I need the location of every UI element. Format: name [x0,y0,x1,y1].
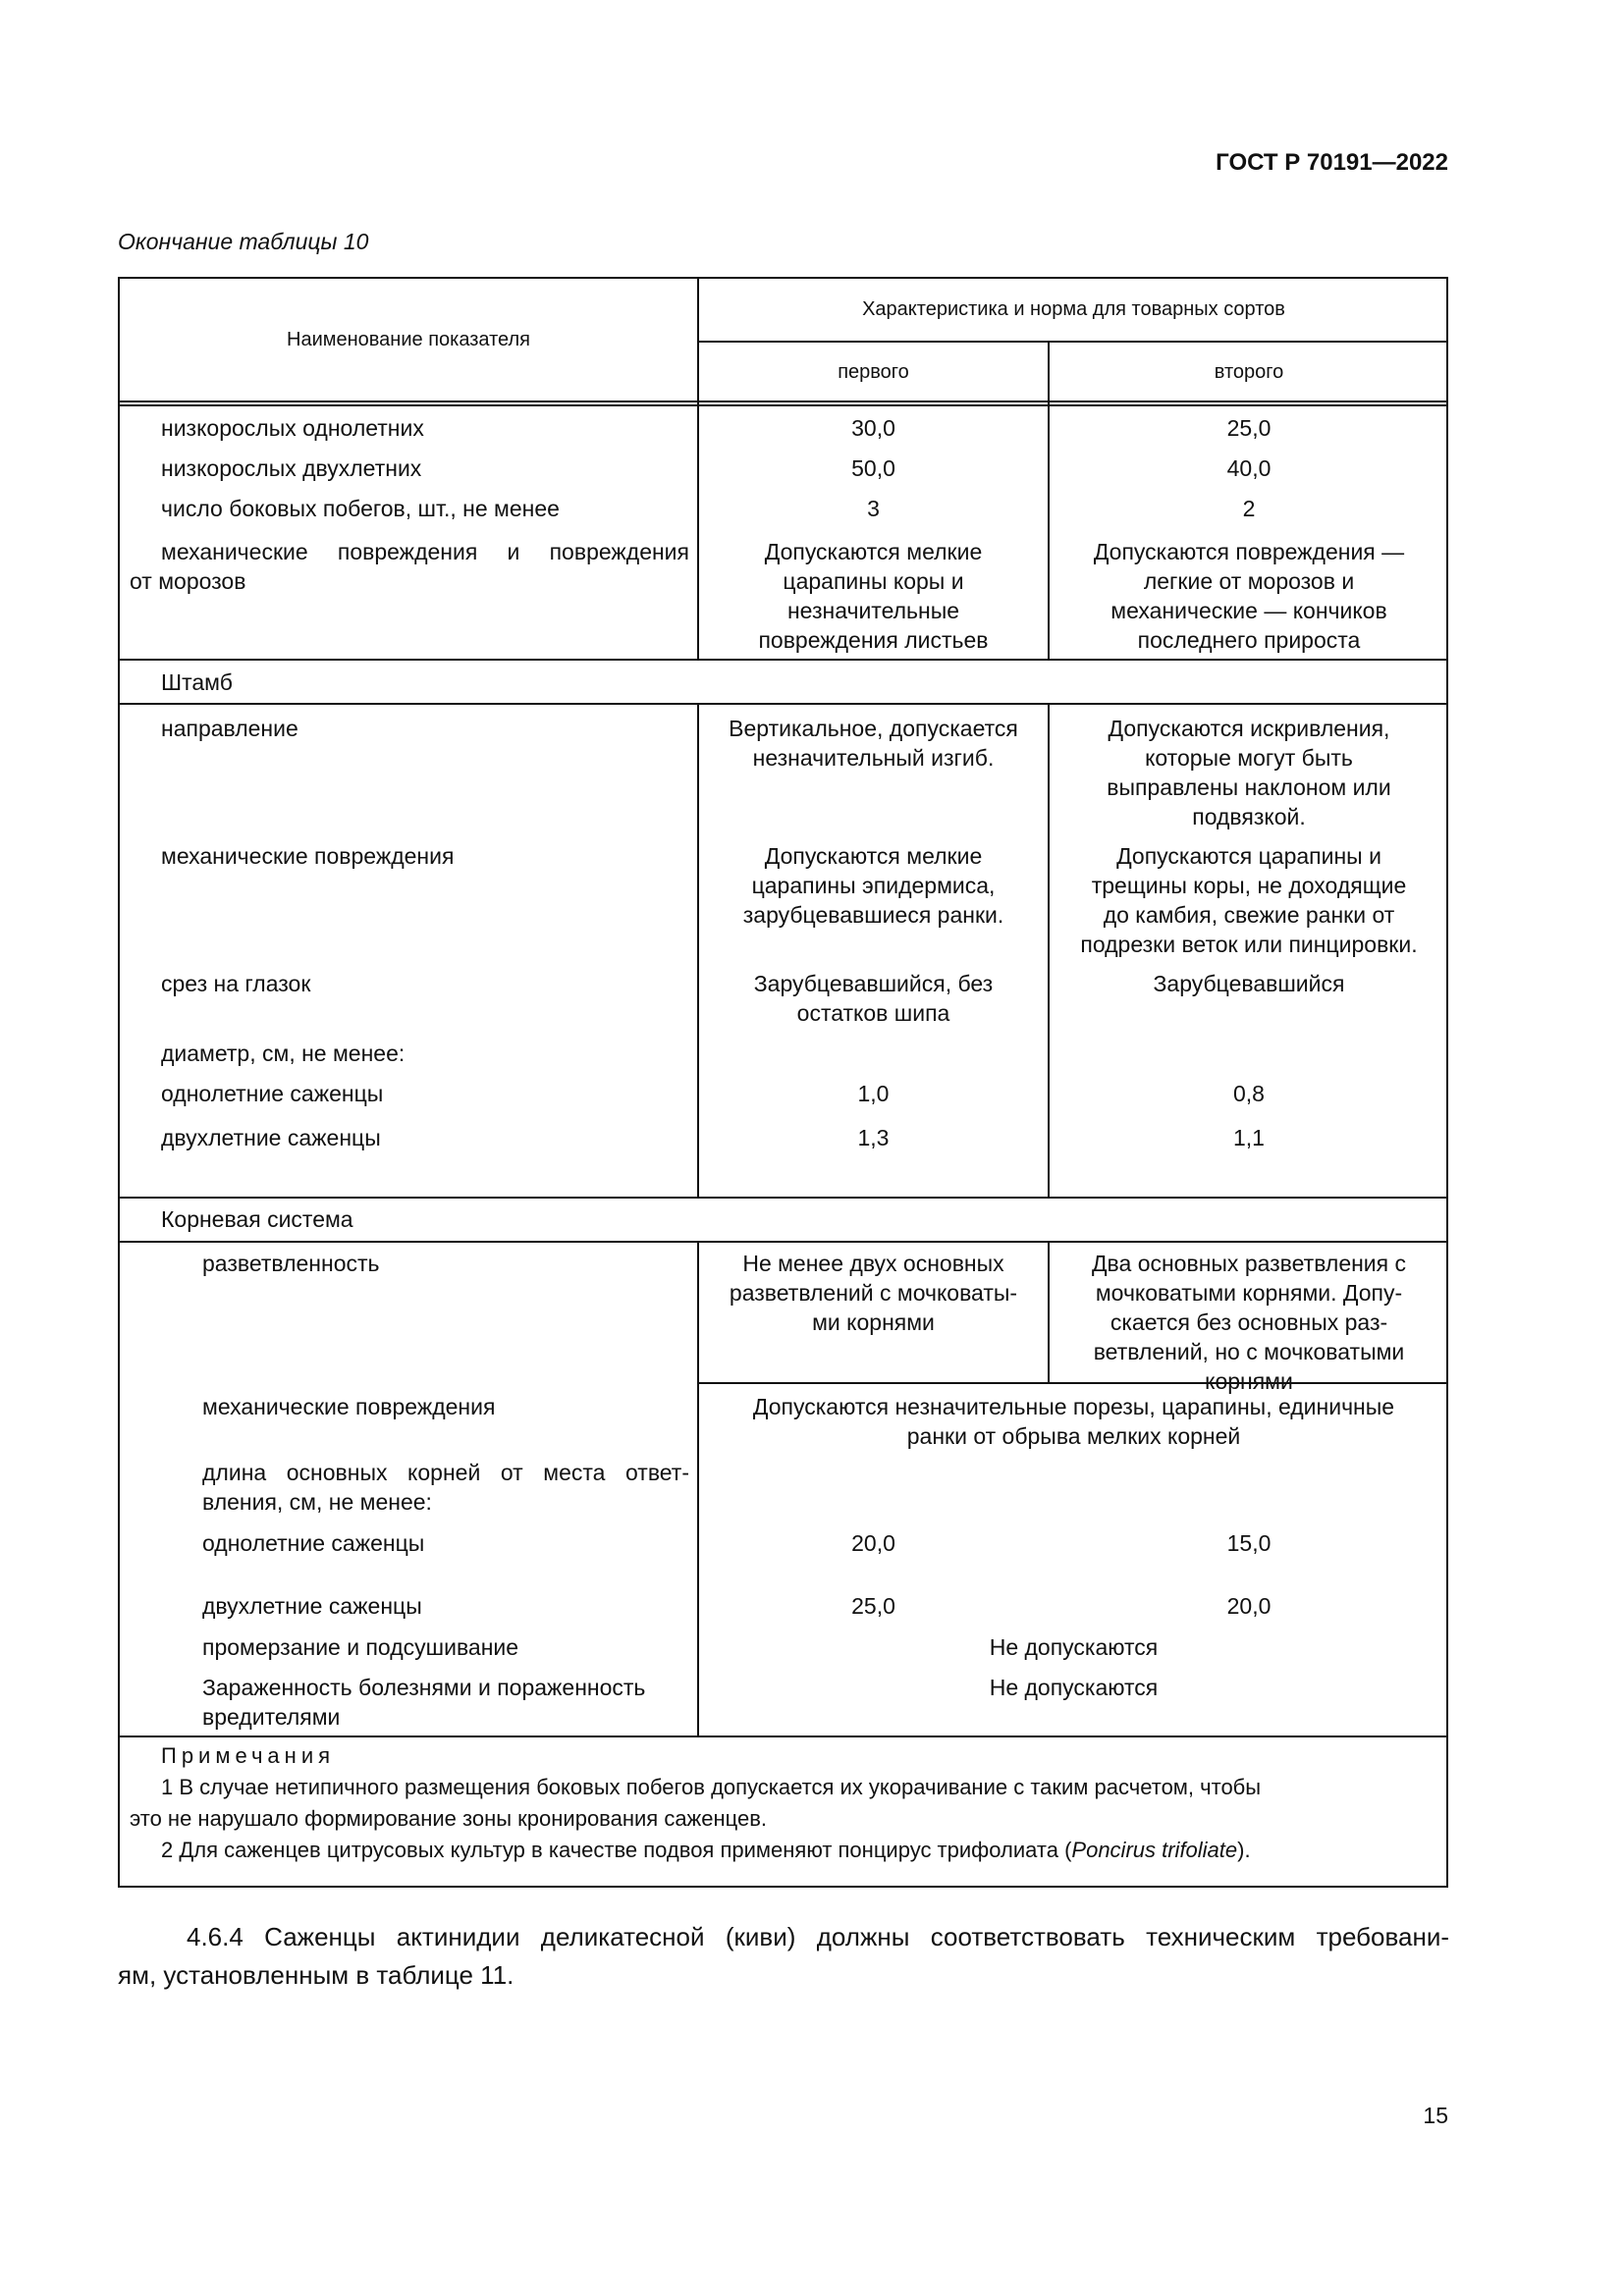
page-number: 15 [1423,2103,1448,2128]
row-name: низкорослых двухлетних [161,455,422,481]
row-second: Допускаются царапины и трещины коры, не доходящие до камбия, свежие ранки от подрезки веток или пинцировки. [1080,843,1418,957]
row-name: однолетние саженцы [161,1081,384,1106]
row-first: 50,0 [851,455,895,481]
row-both: Допускаются незначительные порезы, царапины, единичные ранки от обрыва мелких корней [752,1394,1395,1449]
note-1-cont: это не нарушало формирование зоны кронирования саженцев. [130,1806,768,1831]
row-first: 1,3 [857,1125,890,1150]
row-first: 3 [867,496,880,521]
row-second: 25,0 [1226,415,1272,441]
row-second: 20,0 [1226,1593,1272,1619]
row-name: механические повреждения и повреждения [161,539,689,564]
row-name: срез на глазок [161,971,311,996]
row-name: механические повреждения [202,1394,496,1419]
row-name: разветвленность [202,1251,380,1276]
row-name: двухлетние саженцы [161,1125,381,1150]
row-first: Вертикальное, допускается незначительный изгиб. [729,716,1018,771]
row-line [120,1197,1448,1199]
row-second: 15,0 [1226,1530,1272,1556]
row-second: Допускаются искривления, которые могут быть выправлены наклоном или подвязкой. [1107,716,1391,829]
row-line [120,1241,1448,1243]
row-second: Зарубцевавшийся [1153,971,1345,996]
col-second-header: второго [1214,361,1284,383]
row-first: 20,0 [851,1530,895,1556]
col-first-header: первого [838,361,909,383]
notes-title: Примечания [161,1743,336,1768]
row-name: диаметр, см, не менее: [161,1041,406,1066]
section-stamb: Штамб [161,669,233,695]
row-line [120,659,1448,661]
row-first: Допускаются мелкие царапины коры и незначительные повреждения листьев [758,539,989,653]
row-second: 2 [1242,496,1256,521]
row-first: Не менее двух основных разветвлений с мочковаты- ми корнями [729,1251,1018,1335]
row-first: 1,0 [857,1081,890,1106]
row-name: промерзание и подсушивание [202,1634,519,1660]
row-second: Два основных разветвления с мочковатыми корнями. Допу- скается без основных раз- ветвлений, но с мочковатыми корнями [1091,1251,1407,1394]
section-root: Корневая система [161,1206,353,1232]
row-name: направление [161,716,298,741]
row-both: Не допускаются [989,1634,1159,1660]
document-code: ГОСТ Р 70191—2022 [1216,149,1448,176]
row-name: длина основных корней от места ответ- вления, см, не менее: [202,1460,689,1515]
row-name: число боковых побегов, шт., не менее [161,496,560,521]
note-2: 2 Для саженцев цитрусовых культур в качестве подвоя применяют понцирус трифолиата (Poncirus trifoliate). [161,1838,1251,1862]
paragraph-4-6-4: 4.6.4 Саженцы актинидии деликатесной (киви) должны соответствовать техническим требовани- ям, установленным в таблице 11. [118,1922,1449,1990]
row-name: Зараженность болезнями и пораженность вредителями [202,1675,646,1730]
row-first: 25,0 [851,1593,895,1619]
row-name: однолетние саженцы [202,1530,425,1556]
header-bottom-line [120,400,1448,402]
col-group-header: Характеристика и норма для товарных сортов [862,298,1285,320]
table-caption: Окончание таблицы 10 [118,229,369,254]
row-first: Допускаются мелкие царапины эпидермиса, зарубцевавшиеся ранки. [742,843,1004,928]
header-bottom-line-2 [120,404,1448,406]
row-name: механические повреждения [161,843,455,869]
row-name: от морозов [130,568,246,594]
row-second: 0,8 [1233,1081,1265,1106]
row-second: 40,0 [1226,455,1272,481]
row-second: Допускаются повреждения — легкие от морозов и механические — кончиков последнего прироста [1093,539,1405,653]
row-line [120,703,1448,705]
header-sub-line [699,341,1448,343]
row-second: 1,1 [1233,1125,1265,1150]
requirements-table [118,277,1448,1888]
row-first: 30,0 [851,415,895,441]
row-name: двухлетние саженцы [202,1593,422,1619]
row-both: Не допускаются [989,1675,1159,1700]
col-name-header: Наименование показателя [287,329,530,350]
note-1: 1 В случае нетипичного размещения боковых побегов допускается их укорачивание с таким расчетом, чтобы [161,1775,1262,1799]
row-name: низкорослых однолетних [161,415,424,441]
notes-line [120,1735,1448,1737]
row-first: Зарубцевавшийся, без остатков шипа [753,971,994,1026]
